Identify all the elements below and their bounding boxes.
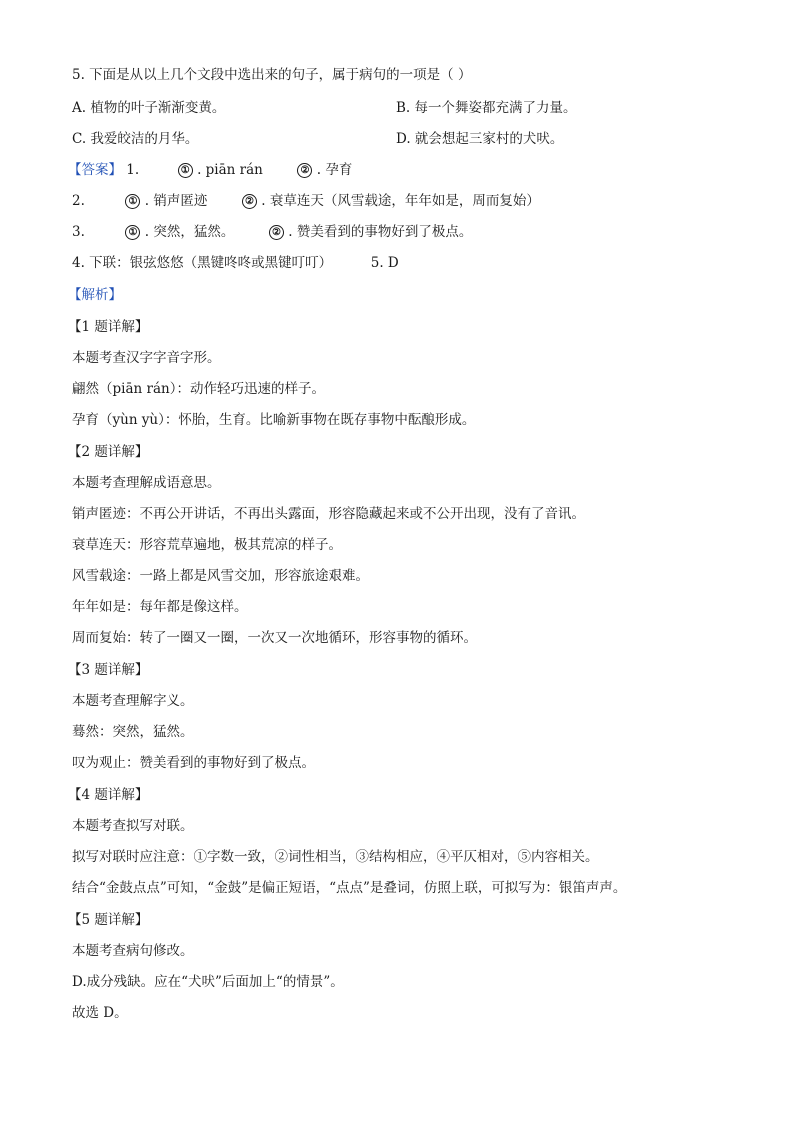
section-4-line: 拟写对联时应注意：①字数一致，②词性相当，③结构相应，④平仄相对，⑤内容相关。: [72, 849, 599, 865]
circled-1-mark: ①: [125, 194, 140, 209]
circled-2-mark: ②: [242, 194, 257, 209]
answer-1-number: 1.: [126, 162, 140, 178]
section-2-line: 风雪载途：一路上都是风雪交加，形容旅途艰难。: [72, 568, 369, 584]
section-1-line: 本题考查汉字字音字形。: [72, 350, 221, 366]
section-1-heading: 【1 题详解】: [68, 319, 149, 335]
question-stem: 5. 下面是从以上几个文段中选出来的句子，属于病句的一项是（ ）: [72, 67, 472, 83]
section-4-line: 本题考查拟写对联。: [72, 818, 194, 834]
option-c: C. 我爱皎洁的月华。: [72, 131, 199, 147]
answer-5: 5. D: [370, 255, 399, 271]
section-3-line: 叹为观止：赞美看到的事物好到了极点。: [72, 755, 315, 771]
section-2-line: 周而复始：转了一圈又一圈，一次又一次地循环，形容事物的循环。: [72, 630, 477, 646]
section-2-line: 销声匿迹：不再公开讲话，不再出头露面，形容隐藏起来或不公开出现，没有了音讯。: [72, 506, 585, 522]
section-2-line: 本题考查理解成语意思。: [72, 475, 221, 491]
section-4-heading: 【4 题详解】: [68, 787, 149, 803]
section-2-heading: 【2 题详解】: [68, 444, 149, 460]
answer-3-choice-1: . 突然，猛然。: [144, 224, 235, 240]
answer-1-choice-2: . 孕育: [316, 162, 353, 178]
section-3-line: 蓦然：突然，猛然。: [72, 724, 194, 740]
answer-2-number: 2.: [72, 193, 85, 209]
circled-1-mark: ①: [125, 225, 140, 240]
option-a: A. 植物的叶子渐渐变黄。: [72, 100, 226, 116]
answer-row-2: [72, 192, 540, 210]
section-3-line: 本题考查理解字义。: [72, 693, 194, 709]
circled-2-mark: ②: [269, 225, 284, 240]
answer-row-3: [72, 223, 472, 241]
section-2-line: 年年如是：每年都是像这样。: [72, 599, 248, 615]
section-4-line: 结合“金鼓点点”可知，“金鼓”是偏正短语，“点点”是叠词，仿照上联，可拟写为：银笛声声。: [72, 880, 627, 896]
section-5-line: D.成分残缺。应在“犬吠”后面加上“的情景”。: [72, 974, 344, 990]
section-5-heading: 【5 题详解】: [68, 912, 149, 928]
section-5-line: 本题考查病句修改。: [72, 943, 194, 959]
answer-3-choice-2: . 赞美看到的事物好到了极点。: [288, 224, 473, 240]
analysis-label: 【解析】: [68, 287, 122, 303]
section-1-line: 孕育（yùn yù）：怀胎，生育。比喻新事物在既存事物中酝酿形成。: [72, 412, 476, 428]
section-3-heading: 【3 题详解】: [68, 662, 149, 678]
answer-1-choice-1: . piān rán: [197, 162, 263, 178]
circled-2-mark: ②: [297, 163, 312, 178]
answer-row-1: [68, 161, 352, 179]
answer-3-number: 3.: [72, 224, 85, 240]
option-b: B. 每一个舞姿都充满了力量。: [396, 100, 577, 116]
option-d: D. 就会想起三家村的犬吠。: [396, 131, 564, 147]
answer-4: 4. 下联：银弦悠悠（黑键咚咚或黑键叮叮）: [72, 255, 333, 271]
section-1-line: 翩然（piān rán）：动作轻巧迅速的样子。: [72, 381, 325, 397]
circled-1-mark: ①: [178, 163, 193, 178]
answer-row-4: [72, 254, 399, 272]
section-2-line: 衰草连天：形容荒草遍地，极其荒凉的样子。: [72, 537, 342, 553]
section-5-line: 故选 D。: [72, 1005, 128, 1021]
answer-2-choice-1: . 销声匿迹: [144, 193, 208, 209]
answer-2-choice-2: . 衰草连天（风雪载途，年年如是，周而复始）: [261, 193, 540, 209]
answer-label: 【答案】: [68, 162, 122, 178]
